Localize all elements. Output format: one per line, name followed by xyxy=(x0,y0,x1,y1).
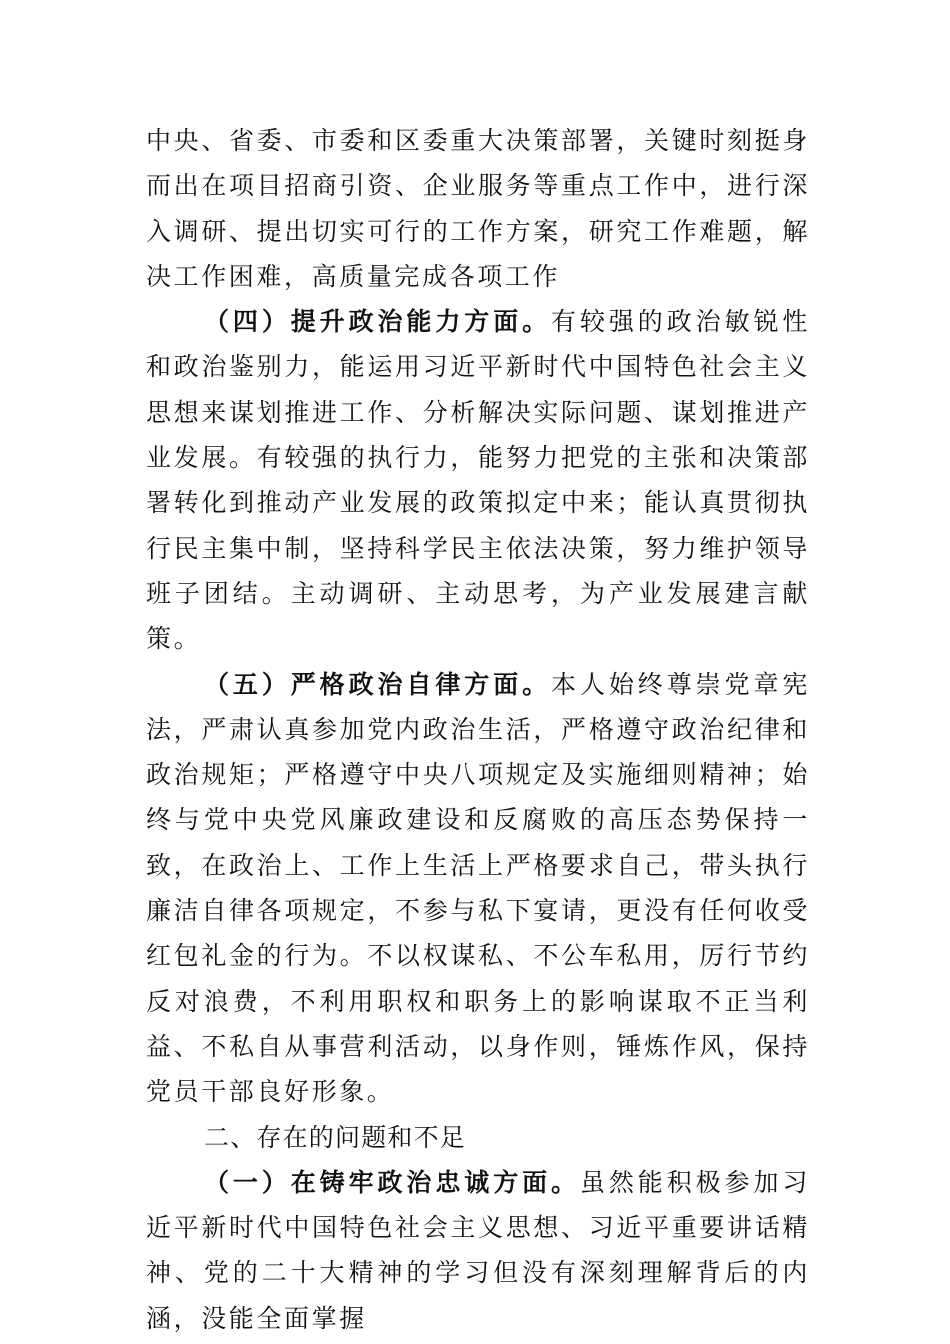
paragraph-body-political-ability: 有较强的政治敏锐性和政治鉴别力，能运用习近平新时代中国特色社会主义思想来谋划推进工作、分析解决实际问题、谋划推进产业发展。有较强的执行力，能努力把党的主张和决策部署转化到推动产业发展的政策拟定中来；能认真贯彻执行民主集中制，坚持科学民主依法决策，努力维护领导班子团结。主动调研、主动思考，为产业发展建言献策。 xyxy=(146,307,811,654)
paragraph-body-political-loyalty: 虽然能积极参加习近平新时代中国特色社会主义思想、习近平重要讲话精神、党的二十大精神的学习但没有深刻理解背后的内涵，没能全面掌握 xyxy=(146,1167,810,1333)
section-heading-problems: 二、存在的问题和不足 xyxy=(204,1122,467,1152)
paragraph-political-discipline xyxy=(146,662,810,1115)
document-body xyxy=(146,118,810,1341)
paragraph-political-ability xyxy=(146,299,810,661)
paragraph-political-loyalty xyxy=(146,1160,810,1341)
paragraph-lead-political-discipline: （五）严格政治自律方面。 xyxy=(204,669,552,699)
paragraph-lead-political-ability: （四）提升政治能力方面。 xyxy=(204,307,552,337)
paragraph-continuation: 中央、省委、市委和区委重大决策部署，关键时刻挺身而出在项目招商引资、企业服务等重点工作中，进行深入调研、提出切实可行的工作方案，研究工作难题，解决工作困难，高质量完成各项工作 xyxy=(146,126,810,291)
paragraph-lead-political-loyalty: （一）在铸牢政治忠诚方面。 xyxy=(204,1167,580,1197)
paragraph-body-political-discipline: 本人始终尊崇党章宪法，严肃认真参加党内政治生活，严格遵守政治纪律和政治规矩；严格遵守中央八项规定及实施细则精神；始终与党中央党风廉政建设和反腐败的高压态势保持一致，在政治上、工作上生活上严格要求自己，带头执行廉洁自律各项规定，不参与私下宴请，更没有任何收受红包礼金的行为。不以权谋私、不公车私用，厉行节约反对浪费，不利用职权和职务上的影响谋取不正当利益、不私自从事营利活动，以身作则，锤炼作风，保持党员干部良好形象。 xyxy=(146,669,811,1107)
